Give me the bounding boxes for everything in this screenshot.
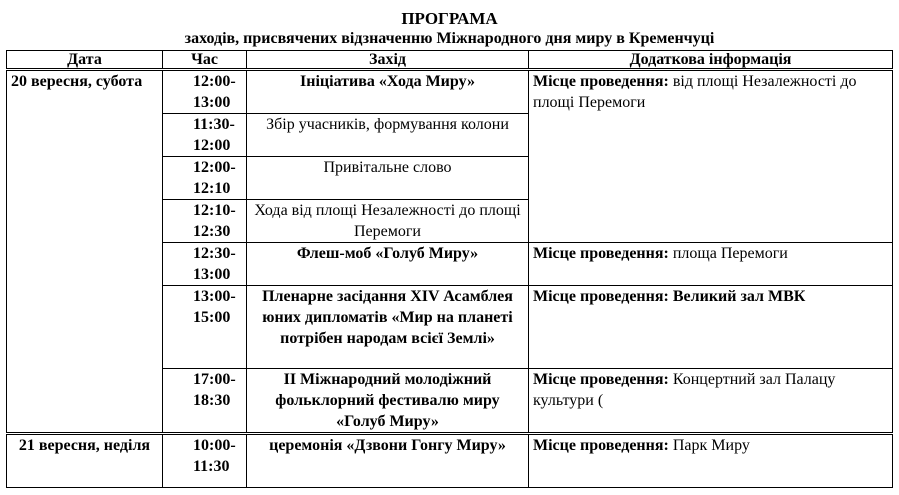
time-cell: 17:00-18:30 xyxy=(163,369,247,434)
info-value: Парк Миру xyxy=(672,437,750,454)
event-cell: Пленарне засідання XIV Асамблея юних дипломатів «Мир на планеті потрібен народам всієї Землі» xyxy=(247,286,529,369)
info-cell xyxy=(529,434,893,488)
header-time: Час xyxy=(163,51,247,70)
info-value: від площі Незалежності до площі Перемоги xyxy=(533,73,857,111)
info-label: Місце проведення: xyxy=(533,245,669,262)
header-date: Дата xyxy=(7,51,163,70)
document-subtitle: заходів, присвячених відзначенню Міжнародного дня миру в Кременчуці xyxy=(184,30,715,47)
event-cell: церемонія «Дзвони Гонгу Миру» xyxy=(247,434,529,488)
program-table xyxy=(6,50,893,488)
event-cell: ІІ Міжнародний молодіжний фольклорний фестивалю миру «Голуб Миру» xyxy=(247,369,529,434)
info-label: Місце проведення: xyxy=(533,288,669,305)
event-cell: Збір учасників, формування колони xyxy=(247,114,529,157)
info-cell xyxy=(529,70,893,243)
header-event: Захід xyxy=(247,51,529,70)
table-row xyxy=(7,434,893,488)
time-cell: 13:00-15:00 xyxy=(163,286,247,369)
time-cell: 12:00-13:00 xyxy=(163,70,247,114)
info-cell xyxy=(529,243,893,286)
info-cell xyxy=(529,286,893,369)
table-row xyxy=(7,70,893,114)
info-value: Великий зал МВК xyxy=(672,288,806,305)
event-cell: Флеш-моб «Голуб Миру» xyxy=(247,243,529,286)
event-cell: Привітальне слово xyxy=(247,157,529,200)
info-label: Місце проведення: xyxy=(533,371,669,388)
event-cell: Ініціатива «Хода Миру» xyxy=(247,70,529,114)
day2-date: 21 вересня, неділя xyxy=(7,434,163,488)
time-cell: 12:30-13:00 xyxy=(163,243,247,286)
info-label: Місце проведення: xyxy=(533,437,669,454)
table-header-row xyxy=(7,51,893,70)
time-cell: 10:00-11:30 xyxy=(163,434,247,488)
info-label: Місце проведення: xyxy=(533,73,669,90)
time-cell: 12:00-12:10 xyxy=(163,157,247,200)
time-cell: 11:30-12:00 xyxy=(163,114,247,157)
info-cell xyxy=(529,369,893,434)
info-value: площа Перемоги xyxy=(672,245,788,262)
document-title: ПРОГРАМА xyxy=(401,9,498,28)
header-info: Додаткова інформація xyxy=(529,51,893,70)
time-cell: 12:10-12:30 xyxy=(163,200,247,243)
day1-date: 20 вересня, субота xyxy=(7,70,163,434)
info-value: Концертний зал Палацу культури ( xyxy=(533,371,836,409)
event-cell: Хода від площі Незалежності до площі Перемоги xyxy=(247,200,529,243)
